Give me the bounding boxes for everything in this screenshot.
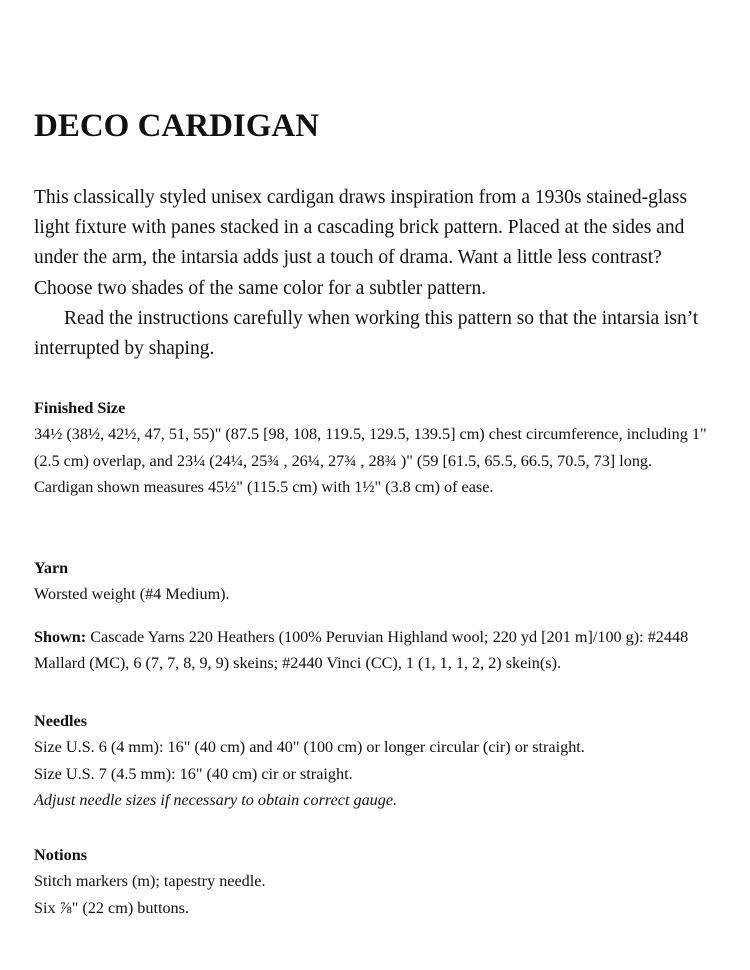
finished-size-shown: Cardigan shown measures 45½" (115.5 cm) with 1½" (3.8 cm) of ease. — [34, 477, 494, 496]
yarn-shown-line — [34, 624, 724, 677]
intro-paragraph: This classically styled unisex cardigan draws inspiration from a 1930s stained-glass light fixture with panes stacked in a cascading brick pattern. Placed at the sides and under the arm, the intarsia adds just a touch of drama. Want a little less contrast? Choose two shades of the same color for a subtler pattern. — [34, 187, 688, 299]
yarn-heading: Yarn — [34, 559, 69, 577]
page-title: DECO CARDIGAN — [34, 108, 320, 144]
yarn-shown-text: Cascade Yarns 220 Heathers (100% Peruvian Highland wool; 220 yd [201 m]/100 g): #2448 Mallard (MC), 6 (7, 7, 8, 9, 9) skeins; #2440 Vinci (CC), 1 (1, 1, 1, 2, 2) skein(s). — [34, 628, 689, 673]
yarn-section — [34, 555, 724, 608]
notions-line-1: Stitch markers (m); tapestry needle. — [34, 872, 266, 891]
needles-line-2: Size U.S. 7 (4.5 mm): 16" (40 cm) cir or straight. — [34, 764, 353, 783]
needles-heading: Needles — [34, 712, 88, 730]
notions-line-2: Six ⅞" (22 cm) buttons. — [34, 898, 189, 917]
notions-section — [34, 842, 724, 921]
notions-heading: Notions — [34, 846, 88, 864]
yarn-shown-section — [34, 624, 724, 677]
needles-section — [34, 708, 724, 813]
intro-text — [34, 183, 724, 364]
needles-line-1: Size U.S. 6 (4 mm): 16" (40 cm) and 40" (100 cm) or longer circular (cir) or straight. — [34, 738, 585, 757]
yarn-weight: Worsted weight (#4 Medium). — [34, 585, 230, 604]
needles-gauge-note: Adjust needle sizes if necessary to obtain correct gauge. — [34, 790, 398, 809]
intro-paragraph-instructions: Read the instructions carefully when working this pattern so that the intarsia isn’t interrupted by shaping. — [34, 307, 699, 360]
finished-size-text: 34½ (38½, 42½, 47, 51, 55)" (87.5 [98, 108, 119.5, 129.5, 139.5] cm) chest circumference, including 1" (2.5 cm) overlap, and 23¼ (24¼, 25¾ , 26¼, 27¾ , 28¾ )" (59 [61.5, 65.5, 66.5, 70.5, 73] long. — [34, 425, 707, 470]
finished-size-section — [34, 395, 724, 500]
yarn-shown-label: Shown: — [34, 628, 87, 646]
finished-size-heading: Finished Size — [34, 399, 126, 417]
